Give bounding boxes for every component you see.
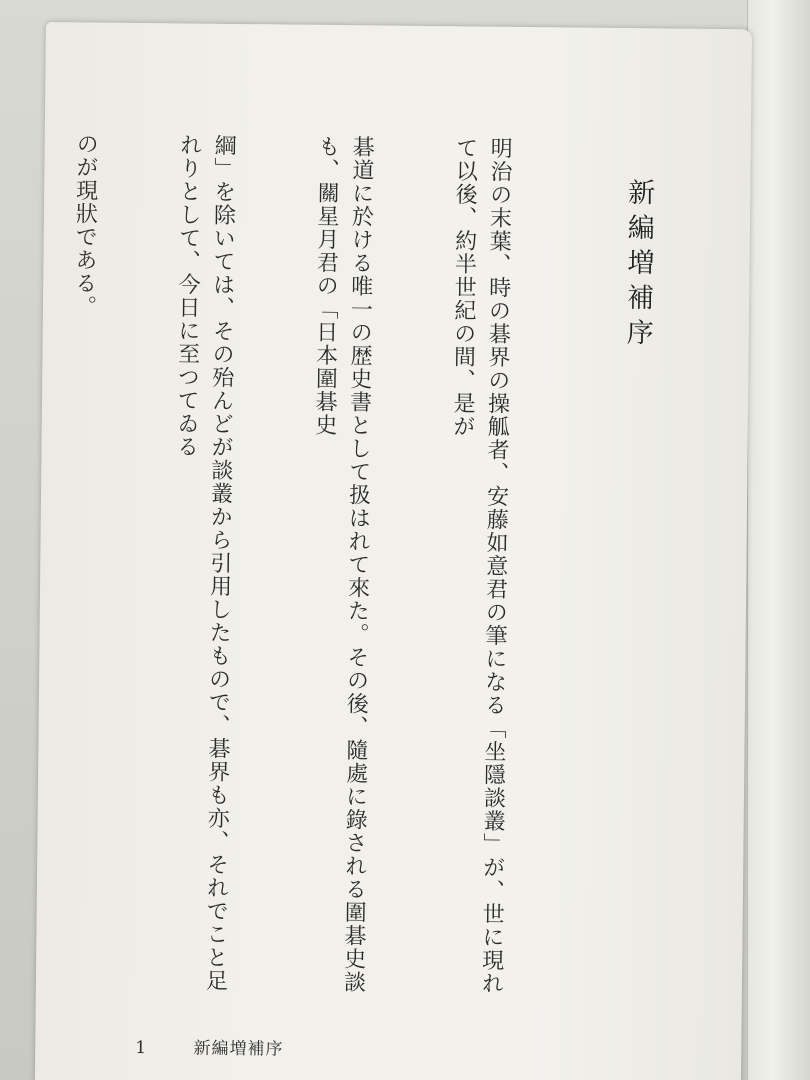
text-line-1: 明治の末葉、時の碁界の操觚者、安藤如意君の筆になる「坐隱談叢」が、世に現れて以後、約半世紀の間、是が [449,136,513,996]
page-footer [135,1033,283,1060]
running-title: 新編増補序 [193,1038,284,1060]
page-number: 1 [135,1037,148,1059]
book-page [35,22,752,1080]
text-line-3: 綱」を除いては、その殆んどが談叢から引用したもので、碁界も亦、それでこと足れりとして、今日に至つてゐる [173,133,237,993]
text-line-2: 碁道に於ける唯一の歴史書として扱はれて來た。その後、隨處に錄される圍碁史談も、關星月君の「日本圍碁史 [311,134,375,994]
text-line-4: のが現狀である。 [71,132,99,319]
vertical-text-block [0,117,725,1019]
adjacent-page-edge [747,0,810,1080]
page-title: 新編増補序 [621,178,655,354]
